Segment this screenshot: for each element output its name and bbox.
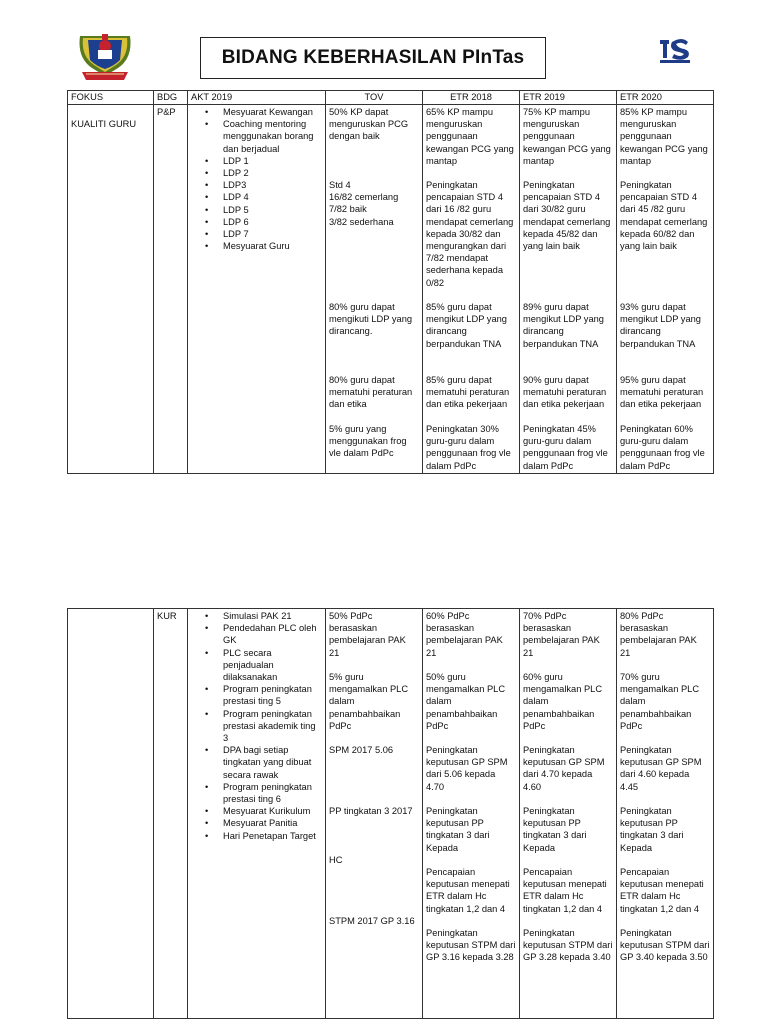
list-item: • Simulasi PAK 21 <box>197 610 322 622</box>
list-item: • LDP 7 <box>197 228 322 240</box>
target-text: Peningkatan pencapaian STD 4 dari 16 /82 guru mendapat cemerlang kepada 30/82 dan mengurangkan dari 7/82 mendapat sederhana kepada 0/82 <box>426 180 514 288</box>
target-text: 90% guru dapat mematuhi peraturan dan etika pekerjaan <box>523 375 607 410</box>
fokus-cell <box>68 609 154 1019</box>
target-text: Std 4 16/82 cemerlang 7/82 baik 3/82 sederhana <box>329 180 399 227</box>
target-text: Peningkatan keputusan PP tingkatan 3 dari Kepada <box>620 806 684 853</box>
table-header-row <box>68 91 714 105</box>
target-text: Pencapaian keputusan menepati ETR dalam Hc tingkatan 1,2 dan 4 <box>620 867 704 914</box>
etr-2020-cell <box>617 609 714 1019</box>
target-text: 85% guru dapat mematuhi peraturan dan etika pekerjaan <box>426 375 510 410</box>
table-row <box>68 105 714 474</box>
target-text: Peningkatan keputusan GP SPM dari 4.60 kepada 4.45 <box>620 745 702 792</box>
target-text: 50% KP dapat menguruskan PCG dengan baik <box>329 107 409 142</box>
etr-2019-cell <box>520 609 617 1019</box>
target-text: 85% KP mampu menguruskan penggunaan kewangan PCG yang mantap <box>620 107 708 166</box>
list-item: • LDP 6 <box>197 216 322 228</box>
tov-cell <box>326 609 423 1019</box>
target-text: 5% guru mengamalkan PLC dalam penambahbaikan PdPc <box>329 672 409 731</box>
etr-2018-cell <box>423 609 520 1019</box>
target-text: 80% guru dapat mengikuti LDP yang dirancang. <box>329 302 413 337</box>
target-text: 93% guru dapat mengikut LDP yang dirancang berpandukan TNA <box>620 302 701 349</box>
list-item: • DPA bagi setiap tingkatan yang dibuat secara rawak <box>197 744 322 781</box>
target-text: 85% guru dapat mengikut LDP yang dirancang berpandukan TNA <box>426 302 507 349</box>
list-item: • Program peningkatan prestasi ting 5 <box>197 683 322 707</box>
target-text: 60% guru mengamalkan PLC dalam penambahbaikan PdPc <box>523 672 603 731</box>
school-crest-logo <box>74 28 136 82</box>
fokus-label: KUALITI GURU <box>71 119 137 129</box>
akt-cell <box>188 609 326 1019</box>
column-header-etr-2019: ETR 2019 <box>520 91 617 105</box>
list-item: • LDP3 <box>197 179 322 191</box>
target-text: Peningkatan keputusan STPM dari GP 3.28 kepada 3.40 <box>523 928 613 963</box>
target-text: 60% PdPc berasaskan pembelajaran PAK 21 <box>426 611 503 658</box>
list-item: • Mesyuarat Kurikulum <box>197 805 322 817</box>
fokus-cell <box>68 105 154 474</box>
bdg-cell: KUR <box>154 609 188 1019</box>
target-text: Pencapaian keputusan menepati ETR dalam Hc tingkatan 1,2 dan 4 <box>426 867 510 914</box>
tov-cell <box>326 105 423 474</box>
column-header-etr-2018: ETR 2018 <box>423 91 520 105</box>
target-text: 70% PdPc berasaskan pembelajaran PAK 21 <box>523 611 600 658</box>
list-item: • Program peningkatan prestasi ting 6 <box>197 781 322 805</box>
target-text: 65% KP mampu menguruskan penggunaan kewangan PCG yang mantap <box>426 107 514 166</box>
target-text: Peningkatan 60% guru-guru dalam penggunaan frog vle dalam PdPc <box>620 424 705 471</box>
target-text: Peningkatan pencapaian STD 4 dari 30/82 guru mendapat cemerlang kepada 45/82 dan yang lain baik <box>523 180 611 252</box>
target-text: Peningkatan pencapaian STD 4 dari 45 /82 guru mendapat cemerlang kepada 60/82 dan yang lain baik <box>620 180 708 252</box>
list-item: • Pendedahan PLC oleh GK <box>197 622 322 646</box>
akt-cell <box>188 105 326 474</box>
target-text: 50% PdPc berasaskan pembelajaran PAK 21 <box>329 611 406 658</box>
target-text: 70% guru mengamalkan PLC dalam penambahbaikan PdPc <box>620 672 700 731</box>
target-text: 75% KP mampu menguruskan penggunaan kewangan PCG yang mantap <box>523 107 611 166</box>
results-table-1 <box>67 90 714 474</box>
target-text: Peningkatan keputusan GP SPM dari 5.06 kepada 4.70 <box>426 745 508 792</box>
list-item: • PLC secara penjadualan dilaksanakan <box>197 647 322 684</box>
target-text: 50% guru mengamalkan PLC dalam penambahbaikan PdPc <box>426 672 506 731</box>
list-item: • LDP 1 <box>197 155 322 167</box>
target-text: Peningkatan keputusan PP tingkatan 3 dari Kepada <box>426 806 490 853</box>
target-text: Peningkatan 45% guru-guru dalam penggunaan frog vle dalam PdPc <box>523 424 608 471</box>
column-header-akt-2019: AKT 2019 <box>188 91 326 105</box>
list-item: • Mesyuarat Kewangan <box>197 106 322 118</box>
target-text: Peningkatan keputusan STPM dari GP 3.16 kepada 3.28 <box>426 928 516 963</box>
activity-list <box>197 106 322 252</box>
etr-2019-cell <box>520 105 617 474</box>
target-text: STPM 2017 GP 3.16 <box>329 916 415 926</box>
list-item: • Coaching mentoring menggunakan borang dan berjadual <box>197 118 322 155</box>
list-item: • LDP 4 <box>197 191 322 203</box>
etr-2018-cell <box>423 105 520 474</box>
column-header-bdg: BDG <box>154 91 188 105</box>
target-text: Peningkatan 30% guru-guru dalam penggunaan frog vle dalam PdPc <box>426 424 511 471</box>
column-header-fokus: FOKUS <box>68 91 154 105</box>
list-item: • LDP 5 <box>197 204 322 216</box>
target-text: PP tingkatan 3 2017 <box>329 806 413 816</box>
column-header-tov: TOV <box>326 91 423 105</box>
table-row <box>68 609 714 1019</box>
target-text: SPM 2017 5.06 <box>329 745 394 755</box>
target-text: Pencapaian keputusan menepati ETR dalam Hc tingkatan 1,2 dan 4 <box>523 867 607 914</box>
target-text: Peningkatan keputusan GP SPM dari 4.70 kepada 4.60 <box>523 745 605 792</box>
list-item: • Mesyuarat Guru <box>197 240 322 252</box>
target-text: Peningkatan keputusan PP tingkatan 3 dari Kepada <box>523 806 587 853</box>
document-title: BIDANG KEBERHASILAN PInTas <box>200 37 546 79</box>
column-header-etr-2020: ETR 2020 <box>617 91 714 105</box>
list-item: • LDP 2 <box>197 167 322 179</box>
target-text: 95% guru dapat mematuhi peraturan dan etika pekerjaan <box>620 375 704 410</box>
target-text: 5% guru yang menggunakan frog vle dalam PdPc <box>329 424 407 459</box>
list-item: • Program peningkatan prestasi akademik ting 3 <box>197 708 322 745</box>
bdg-cell: P&P <box>154 105 188 474</box>
results-table-2 <box>67 608 714 1019</box>
list-item: • Hari Penetapan Target <box>197 830 322 842</box>
activity-list <box>197 610 322 842</box>
target-text: 80% guru dapat mematuhi peraturan dan etika <box>329 375 413 410</box>
organization-logo <box>650 32 710 78</box>
target-text: 89% guru dapat mengikut LDP yang dirancang berpandukan TNA <box>523 302 604 349</box>
target-text: 80% PdPc berasaskan pembelajaran PAK 21 <box>620 611 697 658</box>
target-text: HC <box>329 855 343 865</box>
etr-2020-cell <box>617 105 714 474</box>
target-text: Peningkatan keputusan STPM dari GP 3.40 kepada 3.50 <box>620 928 710 963</box>
list-item: • Mesyuarat Panitia <box>197 817 322 829</box>
